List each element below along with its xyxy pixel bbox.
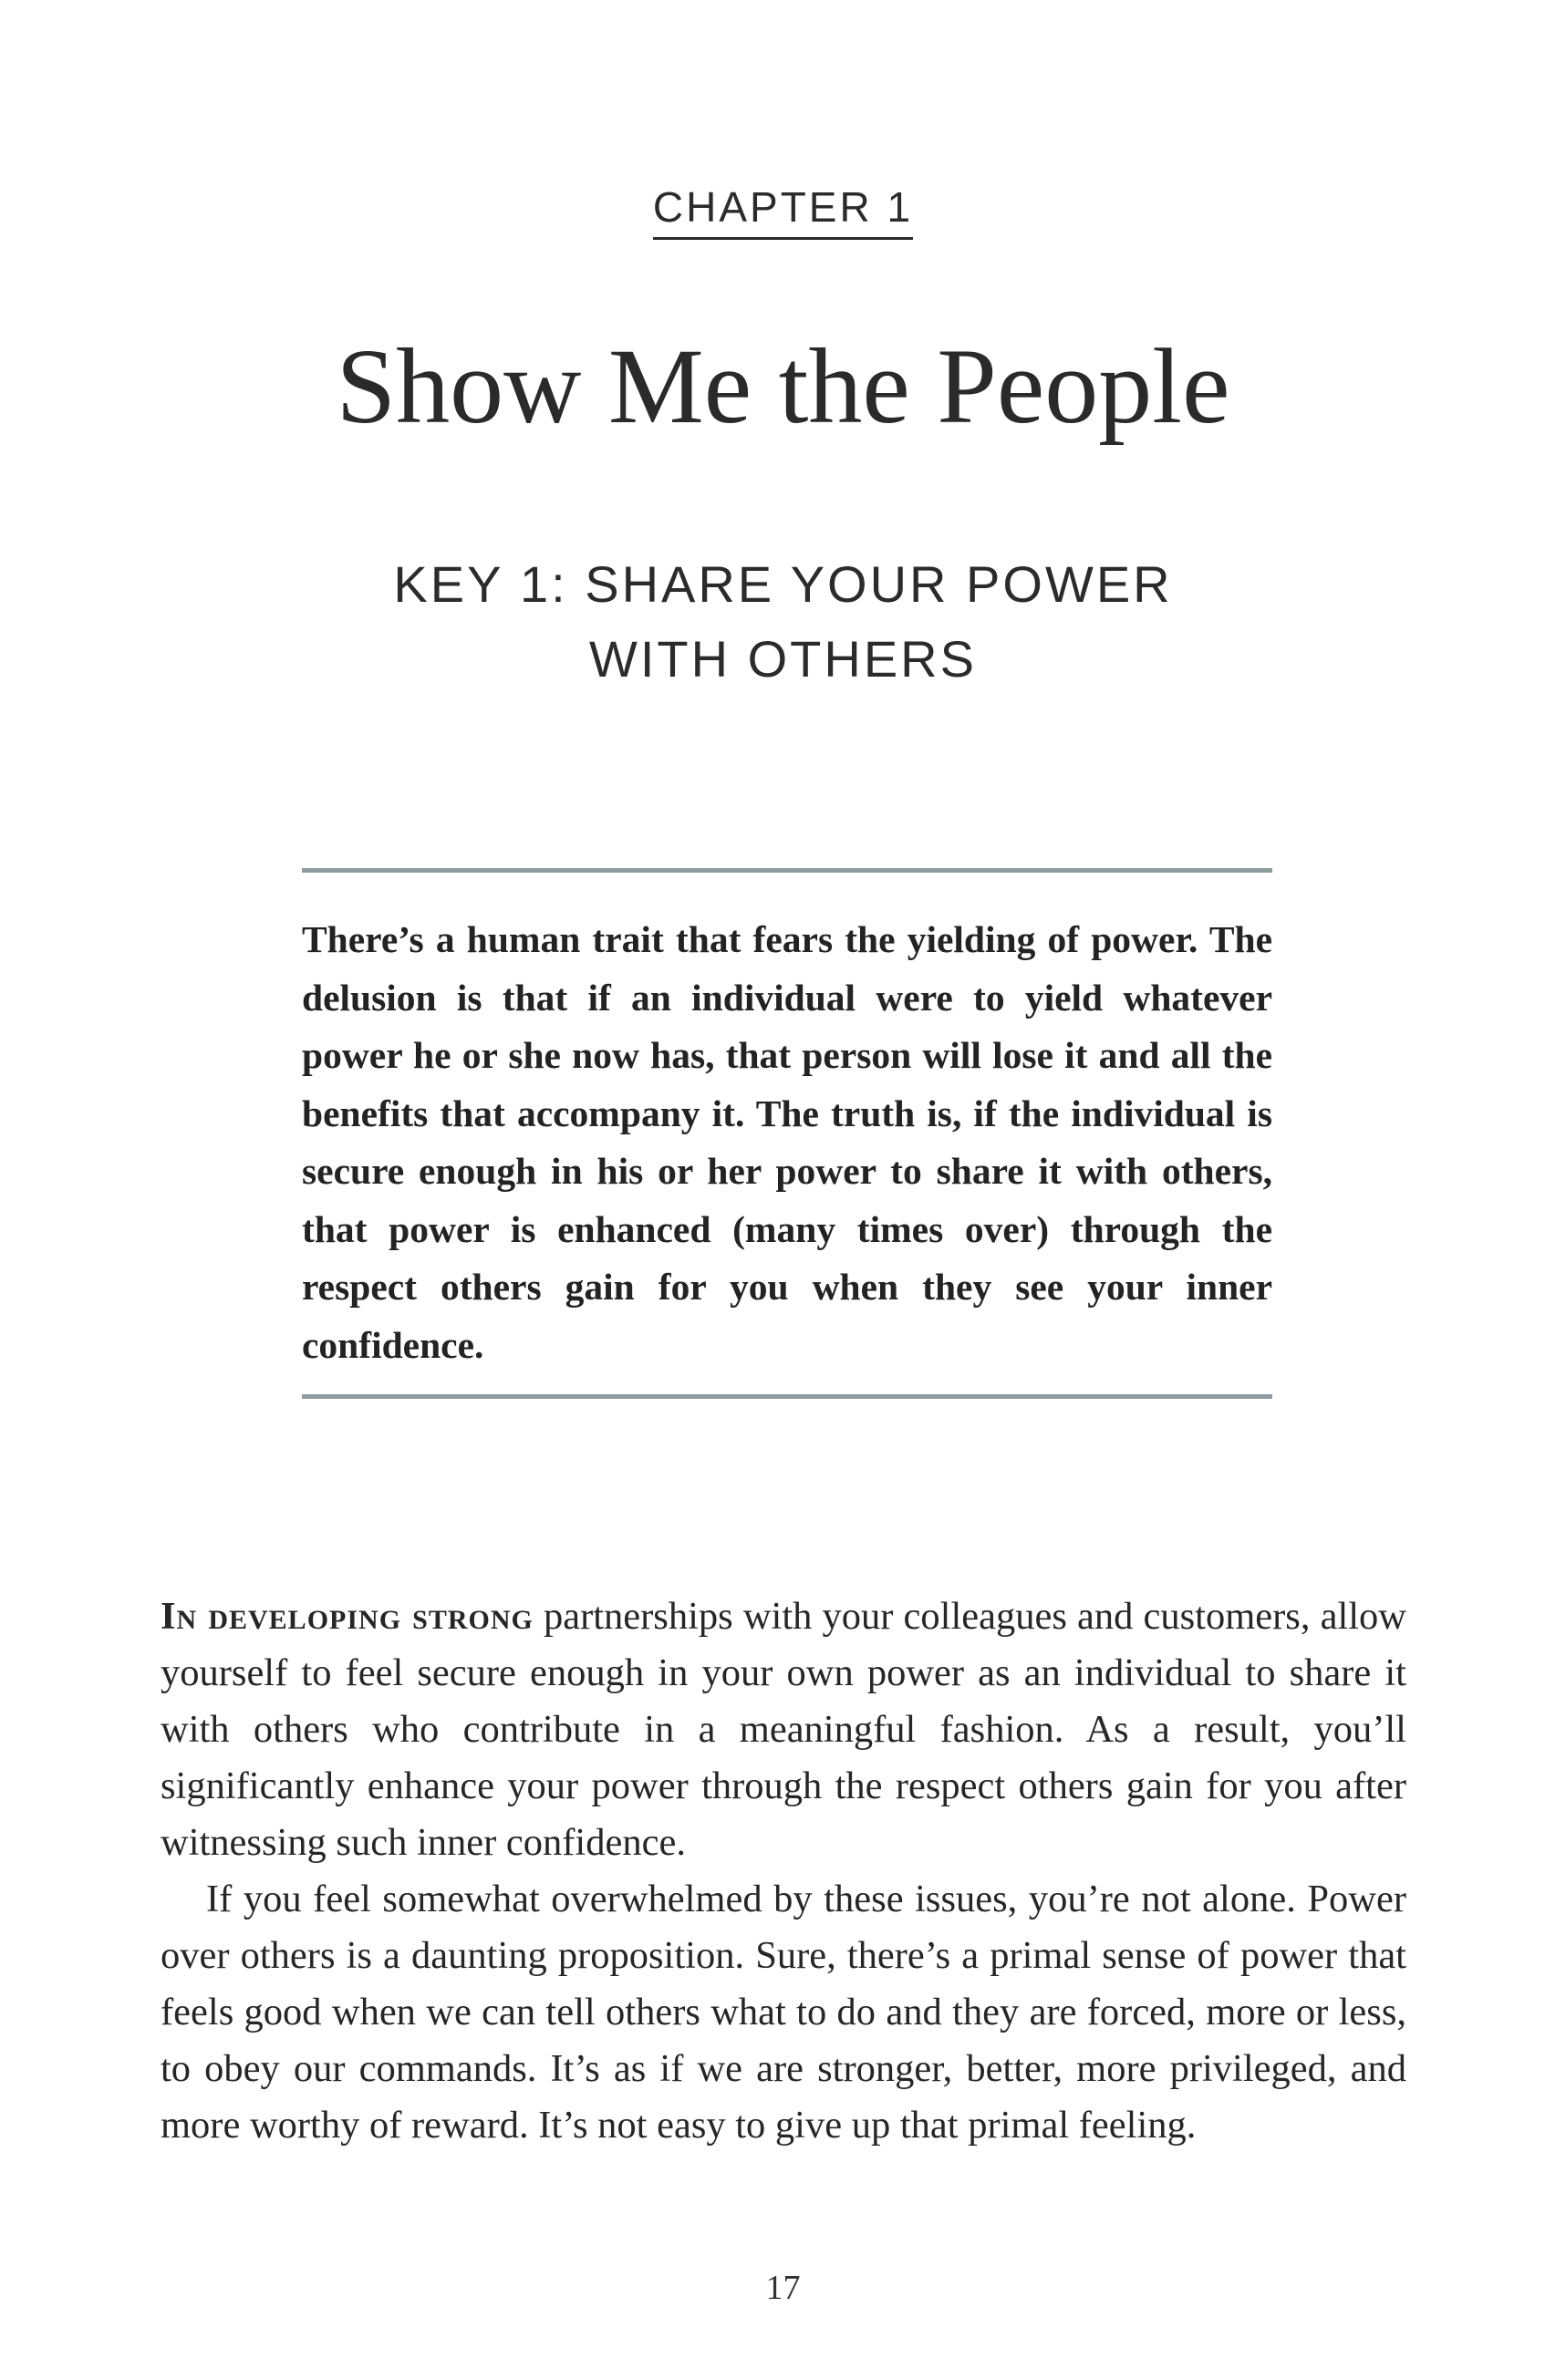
epigraph-bottom-rule	[302, 1394, 1272, 1399]
body-text	[161, 1588, 1406, 2154]
paragraph-1	[161, 1588, 1406, 1871]
page-number: 17	[765, 2269, 801, 2307]
paragraph-lead-in: In developing strong	[161, 1595, 534, 1638]
epigraph-top-rule	[302, 868, 1272, 873]
chapter-label-text: CHAPTER 1	[653, 182, 913, 240]
chapter-label	[0, 182, 1566, 240]
epigraph-text: There’s a human trait that fears the yielding of power. The delusion is that if an individual were to yield whatever power he or she now has, that person will lose it and all the benefits that accompany it. The truth is, if the individual is secure enough in his or her power to share it with others, that power is enhanced (many times over) through the respect others gain for you when they see your inner confidence.	[302, 918, 1272, 1366]
paragraph-2: If you feel somewhat overwhelmed by these issues, you’re not alone. Power over others is a daunting proposition. Sure, there’s a primal sense of power that feels good when we can tell others what to do and they are forced, more or less, to obey our commands. It’s as if we are stronger, better, more privileged, and more worthy of reward. It’s not easy to give up that primal feeling.	[161, 1878, 1406, 2147]
key-heading-line-2: WITH OTHERS	[589, 630, 977, 688]
key-heading	[0, 547, 1566, 697]
chapter-title: Show Me the People	[336, 326, 1230, 446]
key-heading-line-1: KEY 1: SHARE YOUR POWER	[393, 555, 1173, 613]
epigraph	[302, 868, 1272, 1399]
paragraph-1-text: partnerships with your colleagues and customers, allow yourself to feel secure enough in your own power as an individual to share it with others who contribute in a meaningful fashion. As a result, you’ll significantly enhance your power through the respect others gain for you after witnessing such inner confidence.	[161, 1595, 1406, 1864]
